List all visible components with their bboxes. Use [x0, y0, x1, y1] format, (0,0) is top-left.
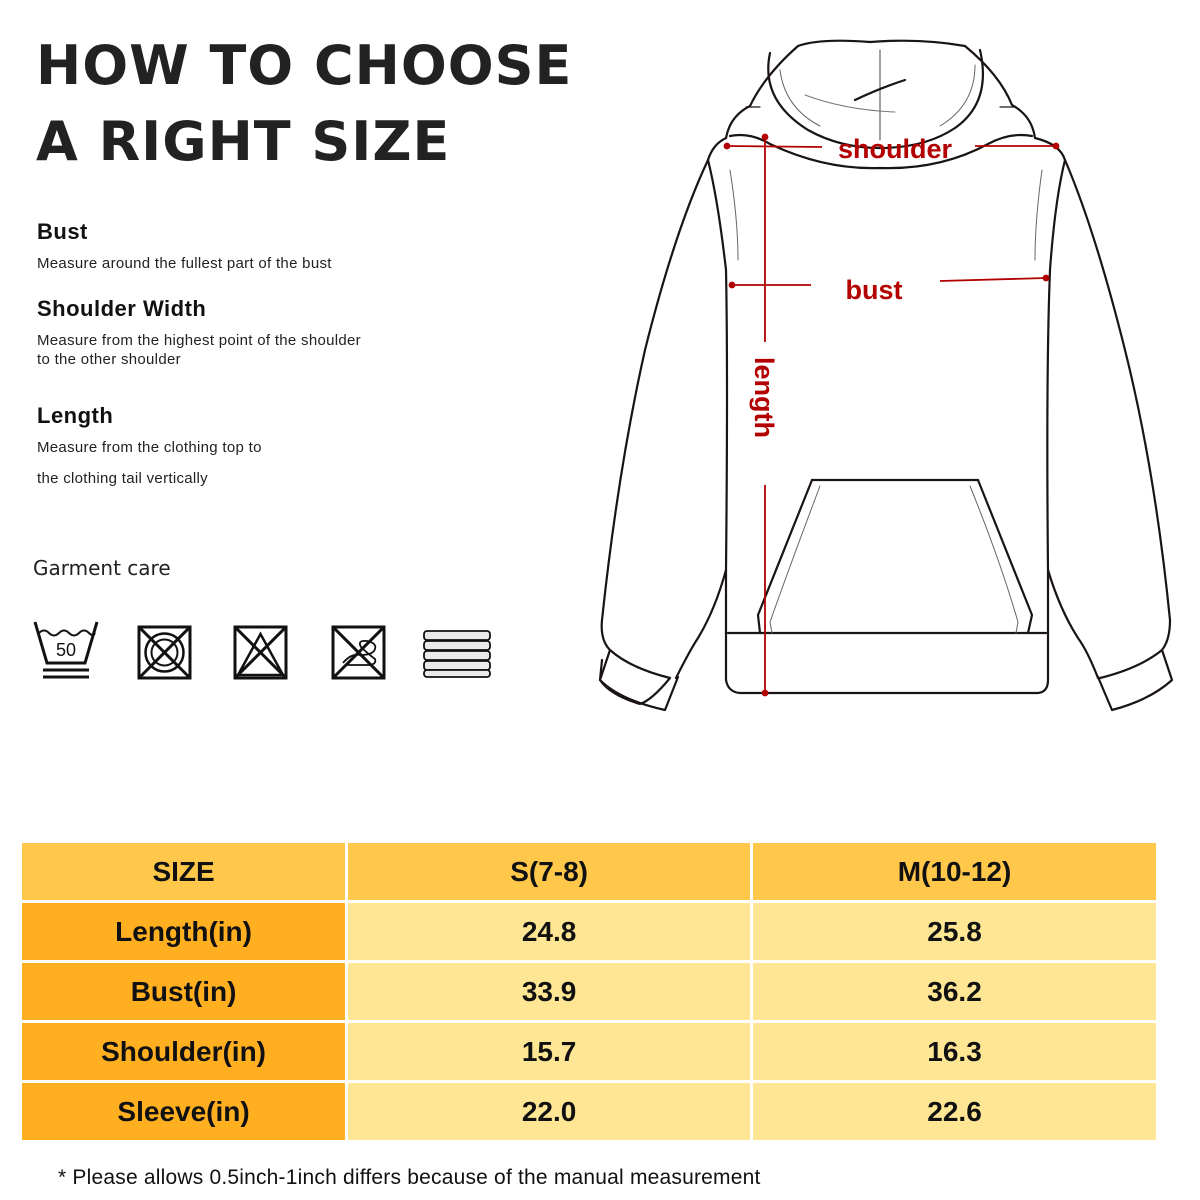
bust-label: bust [845, 275, 903, 305]
do-not-tumble-dry-icon [137, 625, 192, 680]
length-label: length [749, 357, 779, 438]
dry-flat-icon [422, 629, 492, 679]
care-icons [0, 615, 520, 690]
hoodie-diagram [580, 20, 1200, 740]
guide-text: Measure around the fullest part of the bust [37, 255, 332, 272]
guide-length [37, 403, 262, 487]
guide-text: Measure from the clothing top to [37, 439, 262, 456]
table-row [22, 1083, 1156, 1140]
guide-bust [37, 219, 332, 272]
table-row [22, 1023, 1156, 1080]
value-cell: 22.6 [753, 1083, 1156, 1140]
title-line-1: HOW TO CHOOSE [36, 34, 573, 97]
value-cell: 15.7 [348, 1023, 750, 1080]
value-cell: 36.2 [753, 963, 1156, 1020]
header-cell: S(7-8) [348, 843, 750, 900]
guide-text: the clothing tail vertically [37, 470, 208, 487]
row-label: Length(in) [22, 903, 345, 960]
guide-heading: Shoulder Width [37, 296, 207, 321]
table-header-row [22, 843, 1156, 900]
do-not-bleach-icon [233, 625, 288, 680]
guide-text: to the other shoulder [37, 351, 181, 368]
guide-heading: Length [37, 403, 114, 428]
guide-shoulder-width [37, 296, 361, 368]
value-cell: 25.8 [753, 903, 1156, 960]
guide-text: Measure from the highest point of the shoulder [37, 332, 361, 349]
guide-heading: Bust [37, 219, 88, 244]
value-cell: 33.9 [348, 963, 750, 1020]
garment-care-title: Garment care [33, 556, 171, 580]
shoulder-label: shoulder [837, 134, 953, 164]
page-title [36, 28, 572, 180]
value-cell: 16.3 [753, 1023, 1156, 1080]
table-row [22, 963, 1156, 1020]
row-label: Sleeve(in) [22, 1083, 345, 1140]
header-cell: SIZE [22, 843, 345, 900]
value-cell: 22.0 [348, 1083, 750, 1140]
wash-50-icon [33, 618, 99, 683]
title-line-2: A RIGHT SIZE [36, 110, 451, 173]
value-cell: 24.8 [348, 903, 750, 960]
row-label: Shoulder(in) [22, 1023, 345, 1080]
size-table [22, 843, 1156, 1143]
row-label: Bust(in) [22, 963, 345, 1020]
do-not-iron-icon [331, 625, 386, 680]
footnote: * Please allows 0.5inch-1inch differs because of the manual measurement [58, 1166, 761, 1189]
header-cell: M(10-12) [753, 843, 1156, 900]
svg-text:50: 50 [55, 640, 77, 660]
table-row [22, 903, 1156, 960]
